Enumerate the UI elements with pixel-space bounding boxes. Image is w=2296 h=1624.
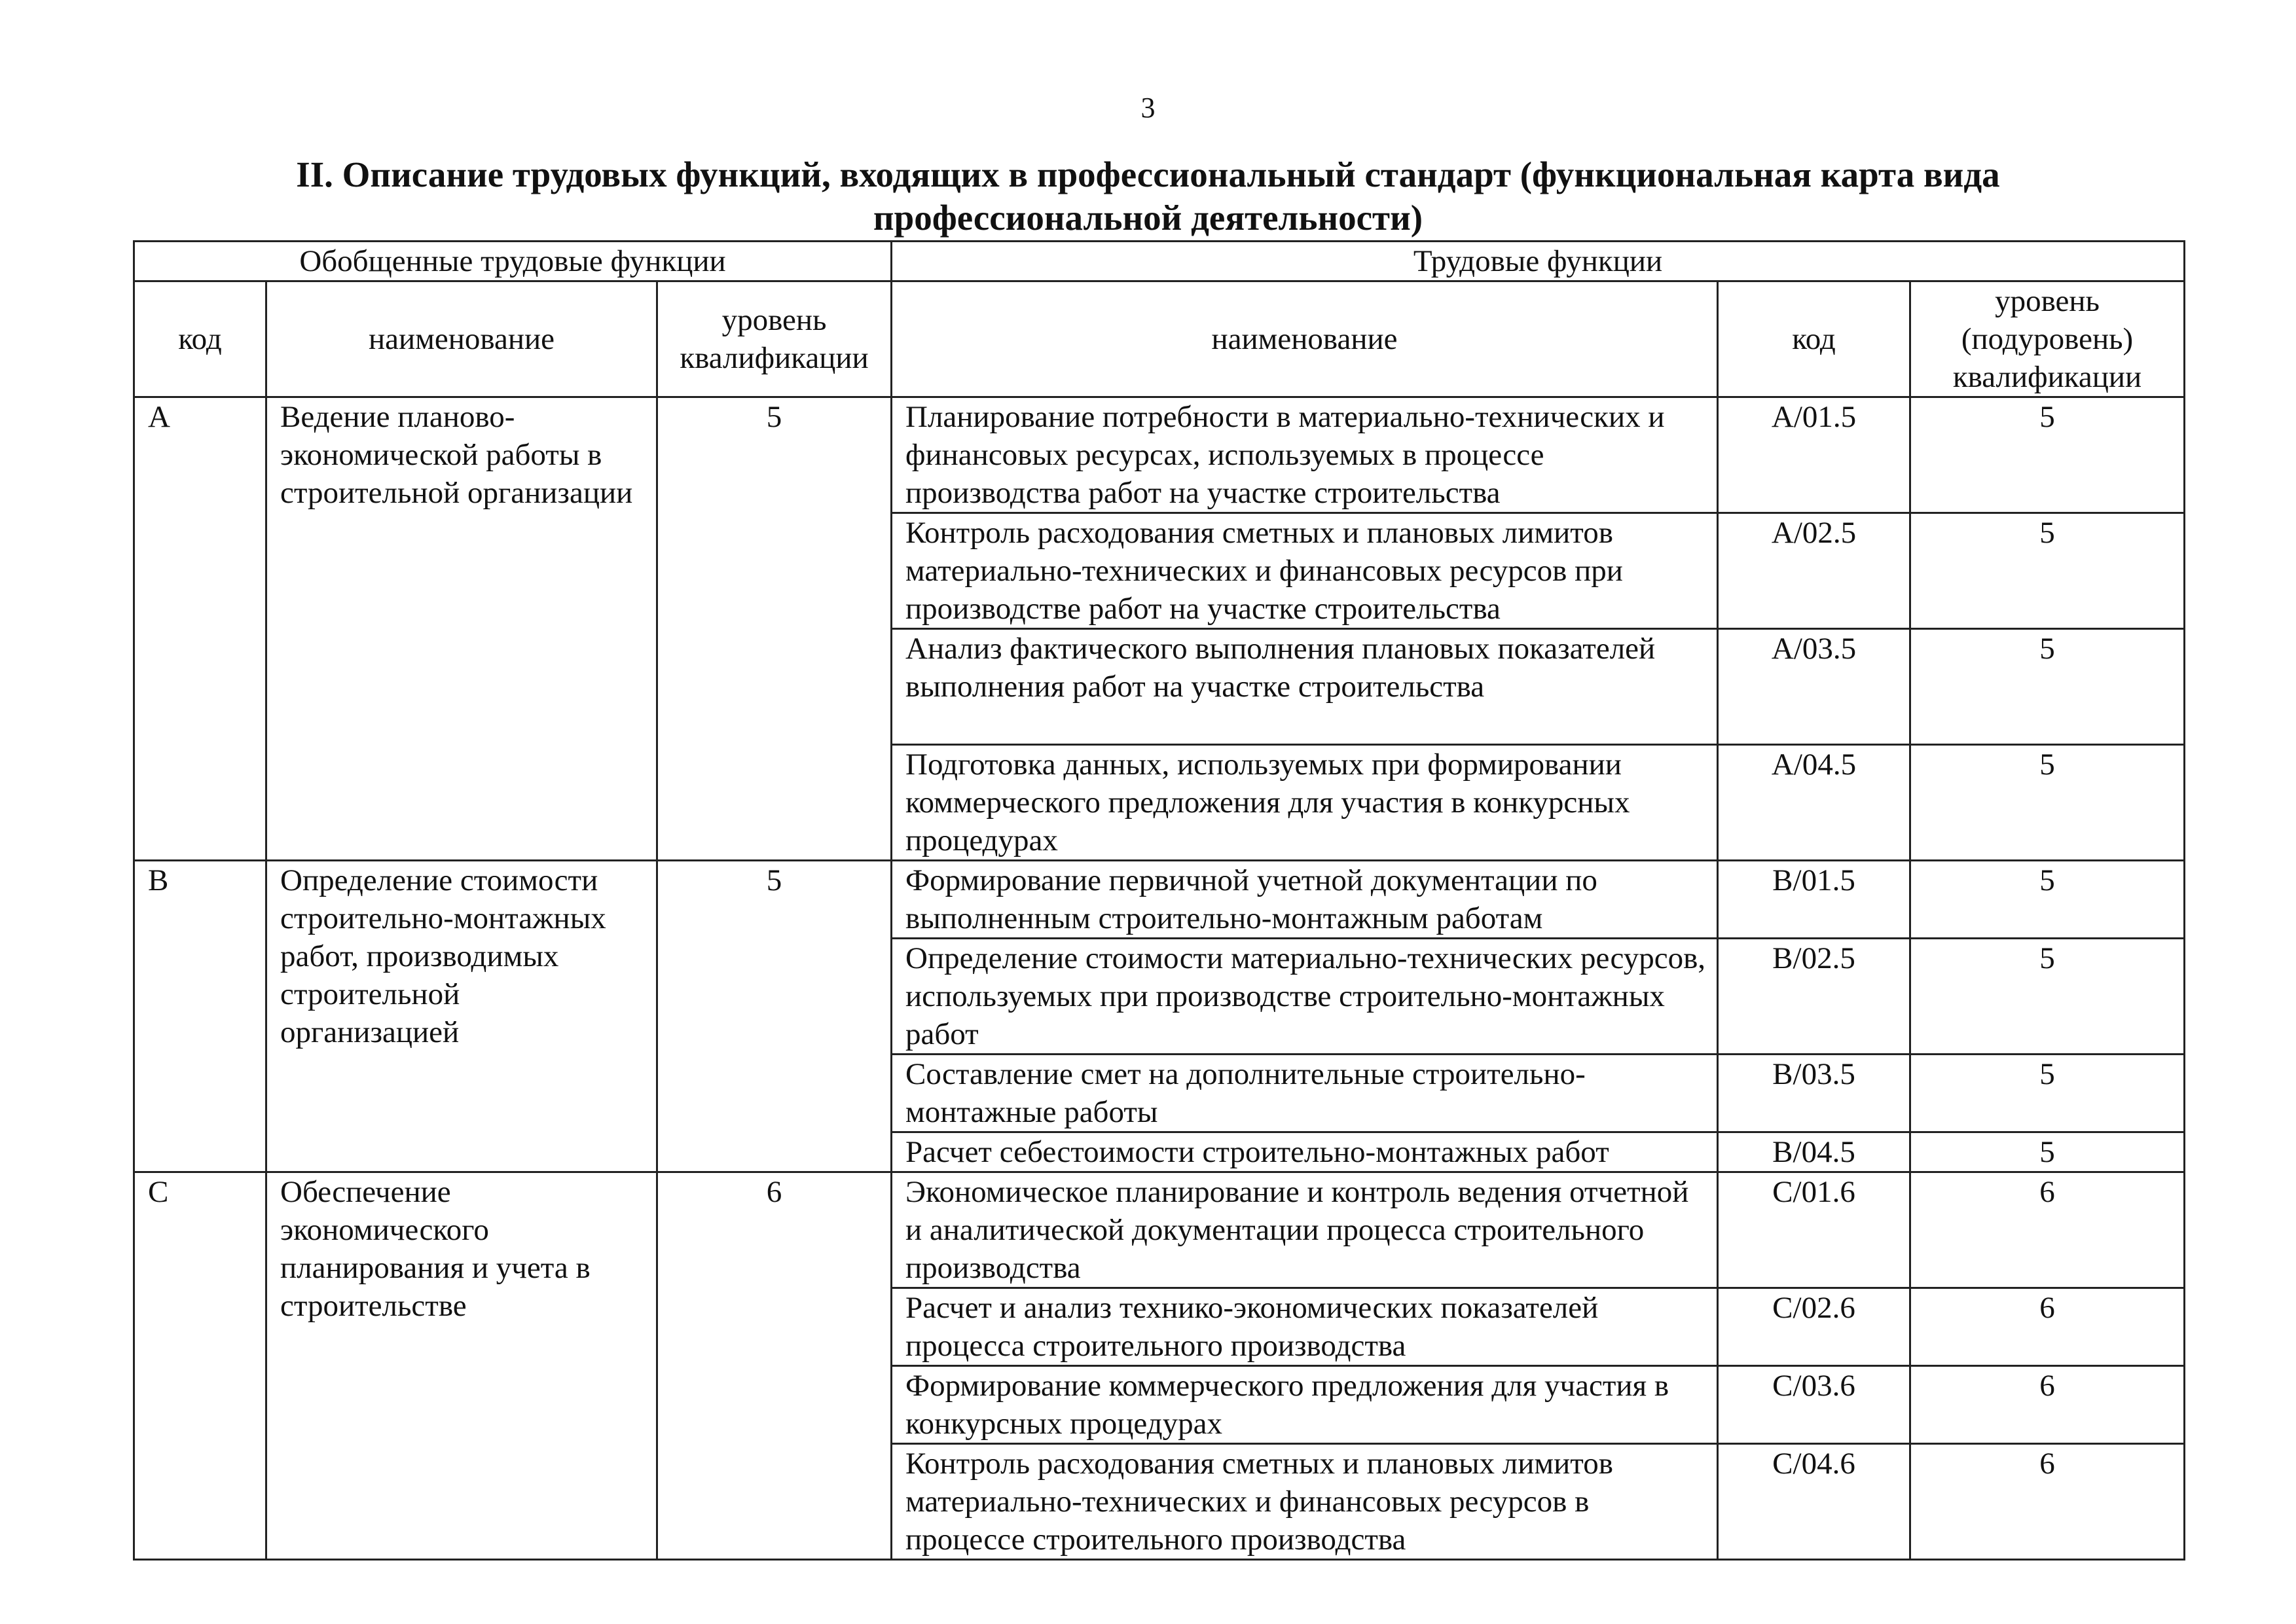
labor-function-code: B/03.5 xyxy=(1718,1055,1910,1132)
gen-function-level: 5 xyxy=(657,861,892,1172)
header-labor-functions: Трудовые функции xyxy=(892,242,2185,281)
labor-function-code: A/01.5 xyxy=(1718,397,1910,513)
gen-function-level: 6 xyxy=(657,1172,892,1560)
labor-function-name: Составление смет на дополнительные строительно-монтажные работы xyxy=(892,1055,1718,1132)
gen-function-name: Ведение планово-экономической работы в строительной организации xyxy=(266,397,657,861)
header-gen-level: уровень квалификации xyxy=(657,281,892,397)
table-row xyxy=(134,397,2185,513)
labor-function-code: A/04.5 xyxy=(1718,745,1910,861)
labor-function-name: Определение стоимости материально-технических ресурсов, используемых при производстве строительно-монтажных работ xyxy=(892,939,1718,1055)
labor-function-name: Анализ фактического выполнения плановых показателей выполнения работ на участке строительства xyxy=(892,629,1718,745)
page-number: 3 xyxy=(1140,92,1156,124)
labor-function-level: 5 xyxy=(1910,513,2185,629)
header-generalized-functions: Обобщенные трудовые функции xyxy=(134,242,892,281)
labor-function-code: B/02.5 xyxy=(1718,939,1910,1055)
labor-function-code: C/01.6 xyxy=(1718,1172,1910,1288)
header-tf-code: код xyxy=(1718,281,1910,397)
header-tf-level: уровень (подуровень) квалификации xyxy=(1910,281,2185,397)
section-title: II. Описание трудовых функций, входящих в профессиональный стандарт (функциональная карта вида профессиональной деятельности) xyxy=(296,154,2000,238)
labor-function-name: Расчет себестоимости строительно-монтажных работ xyxy=(892,1132,1718,1172)
labor-function-name: Контроль расходования сметных и плановых лимитов материально-технических и финансовых ресурсов в процессе строительного производства xyxy=(892,1444,1718,1560)
labor-function-code: B/01.5 xyxy=(1718,861,1910,939)
header-tf-name: наименование xyxy=(892,281,1718,397)
labor-function-name: Контроль расходования сметных и плановых лимитов материально-технических и финансовых ресурсов при производстве работ на участке строительства xyxy=(892,513,1718,629)
labor-function-level: 6 xyxy=(1910,1288,2185,1366)
labor-function-level: 5 xyxy=(1910,1055,2185,1132)
gen-function-code: A xyxy=(134,397,266,861)
labor-function-code: C/04.6 xyxy=(1718,1444,1910,1560)
labor-function-level: 5 xyxy=(1910,939,2185,1055)
table-row xyxy=(134,861,2185,939)
labor-function-code: C/02.6 xyxy=(1718,1288,1910,1366)
labor-function-level: 6 xyxy=(1910,1366,2185,1444)
labor-function-level: 6 xyxy=(1910,1444,2185,1560)
header-gen-name: наименование xyxy=(266,281,657,397)
labor-function-level: 5 xyxy=(1910,629,2185,745)
labor-function-level: 5 xyxy=(1910,861,2185,939)
labor-function-name: Формирование коммерческого предложения для участия в конкурсных процедурах xyxy=(892,1366,1718,1444)
labor-function-name: Расчет и анализ технико-экономических показателей процесса строительного производства xyxy=(892,1288,1718,1366)
table-row xyxy=(134,1172,2185,1288)
gen-function-name: Обеспечение экономического планирования и учета в строительстве xyxy=(266,1172,657,1560)
group-header-row xyxy=(134,242,2185,281)
gen-function-code: C xyxy=(134,1172,266,1560)
labor-function-level: 5 xyxy=(1910,745,2185,861)
labor-function-code: C/03.6 xyxy=(1718,1366,1910,1444)
column-header-row xyxy=(134,281,2185,397)
labor-function-code: A/03.5 xyxy=(1718,629,1910,745)
labor-function-code: B/04.5 xyxy=(1718,1132,1910,1172)
labor-function-code: A/02.5 xyxy=(1718,513,1910,629)
labor-function-level: 5 xyxy=(1910,397,2185,513)
gen-function-name: Определение стоимости строительно-монтажных работ, производимых строительной организацией xyxy=(266,861,657,1172)
labor-function-name: Подготовка данных, используемых при формировании коммерческого предложения для участия в конкурсных процедурах xyxy=(892,745,1718,861)
labor-function-level: 5 xyxy=(1910,1132,2185,1172)
functional-map-table xyxy=(133,240,2185,1561)
gen-function-level: 5 xyxy=(657,397,892,861)
labor-function-name: Планирование потребности в материально-технических и финансовых ресурсах, используемых в процессе производства работ на участке строительства xyxy=(892,397,1718,513)
labor-function-level: 6 xyxy=(1910,1172,2185,1288)
gen-function-code: B xyxy=(134,861,266,1172)
labor-function-name: Экономическое планирование и контроль ведения отчетной и аналитической документации процесса строительного производства xyxy=(892,1172,1718,1288)
header-gen-code: код xyxy=(134,281,266,397)
labor-function-name: Формирование первичной учетной документации по выполненным строительно-монтажным работам xyxy=(892,861,1718,939)
